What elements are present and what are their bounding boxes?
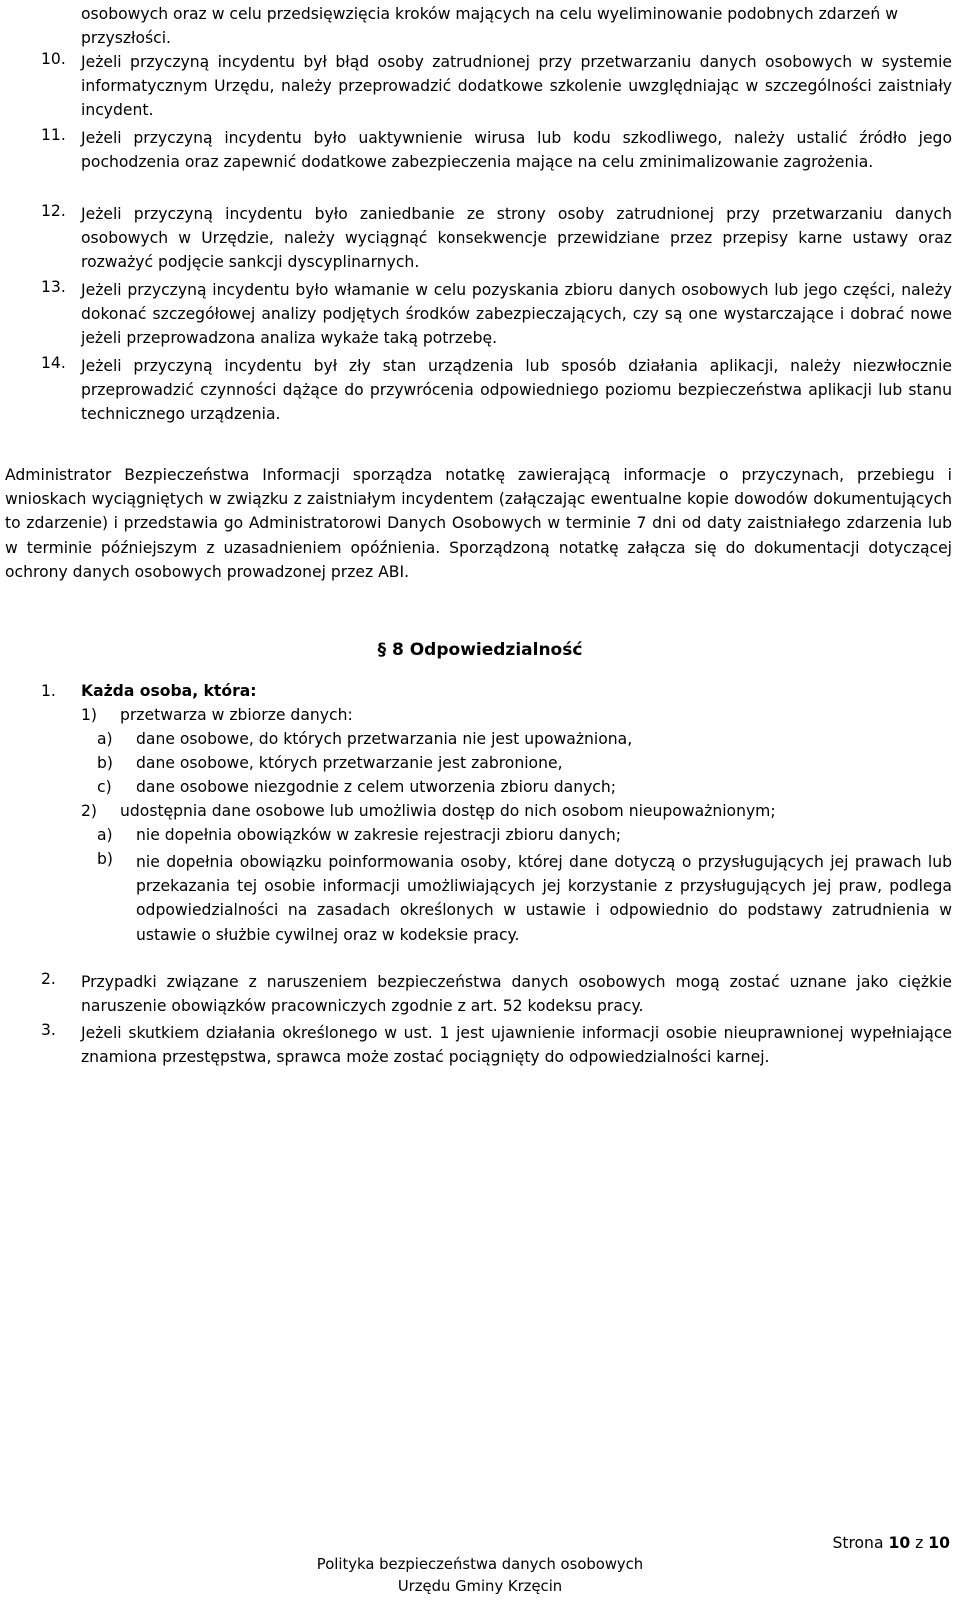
- list-item-text: Jeżeli przyczyną incydentu był zły stan urządzenia lub sposób działania aplikacji, należy niezwłocznie przeprowadzić czynności dążące do przywrócenia odpowiedniego poziomu bezpieczeństwa aplikacji lub stanu technicznego urządzenia.: [81, 357, 952, 424]
- letter-text: nie dopełnia obowiązku poinformowania osoby, której dane dotyczą o przysługujących jej prawach lub przekazania tej osobie informacji umożliwiających jej korzystanie z przysługujących jej praw, podlega odpowiedzialności na zasadach określonych w ustawie i odpowiednio do podstawy zatrudnienia w ustawie o służbie cywilnej oraz w kodeksie pracy.: [136, 853, 952, 944]
- list-item-continuation: osobowych oraz w celu przedsięwzięcia kroków mających na celu wyeliminowanie podobnych zdarzeń w przyszłości.: [81, 5, 898, 48]
- section-item-number: 1.: [41, 682, 56, 700]
- page-word: Strona: [832, 1534, 884, 1552]
- page-total: 10: [928, 1534, 950, 1552]
- list-item-text: Jeżeli przyczyną incydentu było włamanie w celu pozyskania zbioru danych osobowych lub jego części, należy dokonać szczegółowej analizy podjętych środków zabezpieczających, czy są one wystarczające i dobrać nowe jeżeli przeprowadzona analiza wykaże taką potrzebę.: [81, 281, 952, 348]
- letter-text: dane osobowe, do których przetwarzania nie jest upoważniona,: [136, 730, 633, 748]
- page-of: z: [915, 1534, 924, 1552]
- list-item-number: 13.: [41, 278, 66, 296]
- admin-paragraph: Administrator Bezpieczeństwa Informacji sporządza notatkę zawierającą informacje o przyczynach, przebiegu i wnioskach wyciągniętych w związku z zaistniałym incydentem (załączając ewentualne kopie dowodów dokumentujących to zdarzenie) i przedstawia go Administratorowi Danych Osobowych w terminie 7 dni od daty zaistniałego zdarzenia lub w terminie późniejszym z uzasadnieniem opóźnienia. Sporządzoną notatkę załącza się do dokumentacji dotyczącej ochrony danych osobowych prowadzonej przez ABI.: [5, 466, 952, 581]
- list-item-text: Jeżeli przyczyną incydentu było uaktywnienie wirusa lub kodu szkodliwego, należy ustalić źródło jego pochodzenia oraz zapewnić dodatkowe zabezpieczenia mające na celu zminimalizowanie zagrożenia.: [81, 129, 952, 172]
- page-current: 10: [888, 1534, 911, 1552]
- sub-item-text: udostępnia dane osobowe lub umożliwia dostęp do nich osobom nieupoważnionym;: [120, 802, 776, 820]
- list-item-number: 11.: [41, 126, 66, 144]
- letter-text: dane osobowe, których przetwarzanie jest zabronione,: [136, 754, 563, 772]
- section-item-text: Przypadki związane z naruszeniem bezpieczeństwa danych osobowych mogą zostać uznane jako ciężkie naruszenie obowiązków pracowniczych zgodnie z art. 52 kodeksu pracy.: [81, 973, 952, 1016]
- list-item-number: 12.: [41, 202, 66, 220]
- letter-label: b): [97, 754, 113, 772]
- sub-item-number: 1): [81, 706, 98, 724]
- section-item-label: Każda osoba, która:: [81, 682, 257, 700]
- list-item-number: 14.: [41, 354, 66, 372]
- letter-label: a): [97, 826, 113, 844]
- sub-item-text: przetwarza w zbiorze danych:: [120, 706, 353, 724]
- letter-text: nie dopełnia obowiązków w zakresie rejestracji zbioru danych;: [136, 826, 622, 844]
- letter-text: dane osobowe niezgodnie z celem utworzenia zbioru danych;: [136, 778, 617, 796]
- section-item-number: 3.: [41, 1021, 56, 1039]
- letter-label: c): [97, 778, 112, 796]
- footer-organization: Urzędu Gminy Krzęcin: [397, 1578, 563, 1595]
- footer-title: Polityka bezpieczeństwa danych osobowych: [316, 1556, 644, 1573]
- list-item-text: Jeżeli przyczyną incydentu było zaniedbanie ze strony osoby zatrudnionej przy przetwarzaniu danych osobowych w Urzędzie, należy wyciągnąć konsekwencje przewidziane przez przepisy karne ustawy oraz rozważyć podjęcie sankcji dyscyplinarnych.: [81, 205, 952, 272]
- letter-label: b): [97, 850, 113, 868]
- sub-item-number: 2): [81, 802, 98, 820]
- section-item-text: Jeżeli skutkiem działania określonego w ust. 1 jest ujawnienie informacji osobie nieuprawnionej wypełniające znamiona przestępstwa, sprawca może zostać pociągnięty do odpowiedzialności karnej.: [81, 1024, 952, 1067]
- letter-label: a): [97, 730, 113, 748]
- list-item-text: Jeżeli przyczyną incydentu był błąd osoby zatrudnionej przy przetwarzaniu danych osobowych w systemie informatycznym Urzędu, należy przeprowadzić dodatkowe szkolenie uwzględniając w szczególności zaistniały incydent.: [81, 53, 952, 120]
- page-number: [832, 1534, 950, 1552]
- section-item-number: 2.: [41, 970, 56, 988]
- section-heading: § 8 Odpowiedzialność: [377, 640, 583, 660]
- list-item-number: 10.: [41, 50, 66, 68]
